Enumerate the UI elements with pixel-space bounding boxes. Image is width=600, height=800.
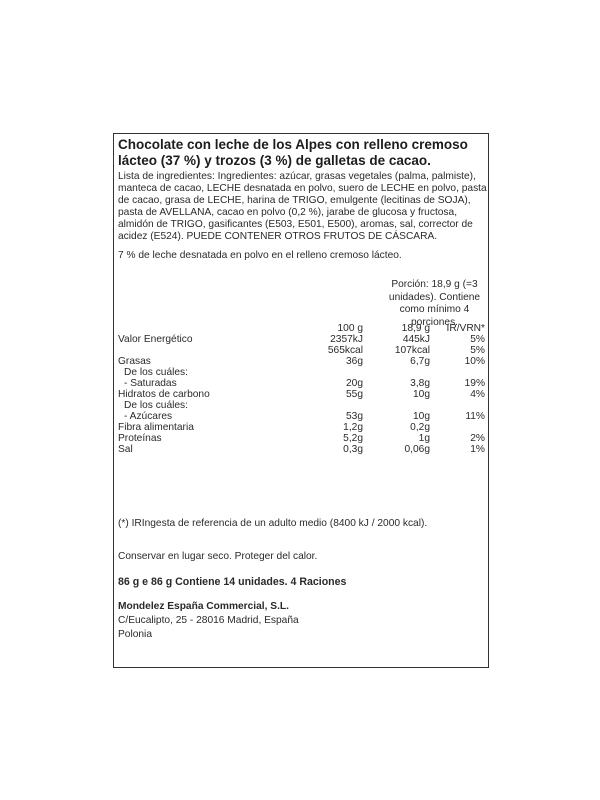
- row-ir: 4%: [470, 389, 485, 400]
- row-per100: 2357kJ: [330, 334, 363, 345]
- row-label: Proteínas: [118, 433, 162, 444]
- row-ir: 5%: [470, 334, 485, 345]
- milk-note: 7 % de leche desnatada en polvo en el relleno cremoso lácteo.: [118, 250, 402, 261]
- row-per100: 36g: [346, 356, 363, 367]
- storage-instructions: Conservar en lugar seco. Proteger del calor.: [118, 551, 318, 562]
- ingredients-list: Lista de ingredientes: Ingredientes: azúcar, grasas vegetales (palma, palmiste), manteca de cacao, LECHE desnatada en polvo, suero de LECHE en polvo, pasta de cacao, grasa de LECHE, harina de TRIGO, emulgente (lecitinas de SOJA), pasta de AVELLANA, cacao en polvo (0,2 %), jarabe de glucosa y fructosa, almidón de TRIGO, gasificantes (E503, E501, E500), aromas, sal, corrector de acidez (E524). PUEDE CONTENER OTROS FRUTOS DE CÁSCARA.: [118, 171, 487, 242]
- ir-footnote: (*) IRIngesta de referencia de un adulto medio (8400 kJ / 2000 kcal).: [118, 518, 428, 529]
- header-ir: IR/VRN*: [446, 323, 485, 334]
- row-ir: 11%: [465, 411, 485, 422]
- row-ir: 1%: [470, 444, 485, 455]
- company-address: C/Eucalipto, 25 - 28016 Madrid, España: [118, 615, 299, 626]
- row-portion: 445kJ: [402, 334, 430, 345]
- row-portion: 10g: [413, 411, 430, 422]
- row-ir: 5%: [470, 345, 485, 356]
- row-portion: 0,06g: [404, 444, 430, 455]
- row-label: - Azúcares: [124, 411, 173, 422]
- row-label: Sal: [118, 444, 133, 455]
- row-ir: 2%: [470, 433, 485, 444]
- portion-note: Porción: 18,9 g (=3 unidades). Contiene como mínimo 4 porciones.: [388, 279, 481, 328]
- country-of-origin: Polonia: [118, 629, 152, 640]
- row-label: Fibra alimentaria: [118, 422, 194, 433]
- row-portion: 107kcal: [394, 345, 430, 356]
- row-per100: 565kcal: [327, 345, 363, 356]
- row-portion: 3,8g: [410, 378, 430, 389]
- row-per100: 20g: [346, 378, 363, 389]
- row-label: Grasas: [118, 356, 151, 367]
- product-title: Chocolate con leche de los Alpes con relleno cremoso lácteo (37 %) y trozos (3 %) de galletas de cacao.: [118, 137, 468, 168]
- row-per100: 0,3g: [343, 444, 363, 455]
- row-portion: 0,2g: [410, 422, 430, 433]
- row-portion: 6,7g: [410, 356, 430, 367]
- row-label: - Saturadas: [124, 378, 177, 389]
- row-ir: 19%: [464, 378, 485, 389]
- header-portion: 18,9 g: [401, 323, 430, 334]
- row-label: Hidratos de carbono: [118, 389, 210, 400]
- row-per100: 55g: [346, 389, 363, 400]
- row-per100: 1,2g: [343, 422, 363, 433]
- nutrition-row: [118, 444, 490, 456]
- row-per100: 53g: [346, 411, 363, 422]
- row-per100: 5,2g: [343, 433, 363, 444]
- header-per100: 100 g: [337, 323, 363, 334]
- row-ir: 10%: [464, 356, 485, 367]
- row-label: De los cuáles:: [124, 367, 188, 378]
- row-portion: 1g: [418, 433, 430, 444]
- company-name: Mondelez España Commercial, S.L.: [118, 601, 289, 612]
- net-weight: 86 g e 86 g Contiene 14 unidades. 4 Raciones: [118, 576, 347, 588]
- row-portion: 10g: [413, 389, 430, 400]
- row-label: De los cuáles:: [124, 400, 188, 411]
- row-label: Valor Energético: [118, 334, 193, 345]
